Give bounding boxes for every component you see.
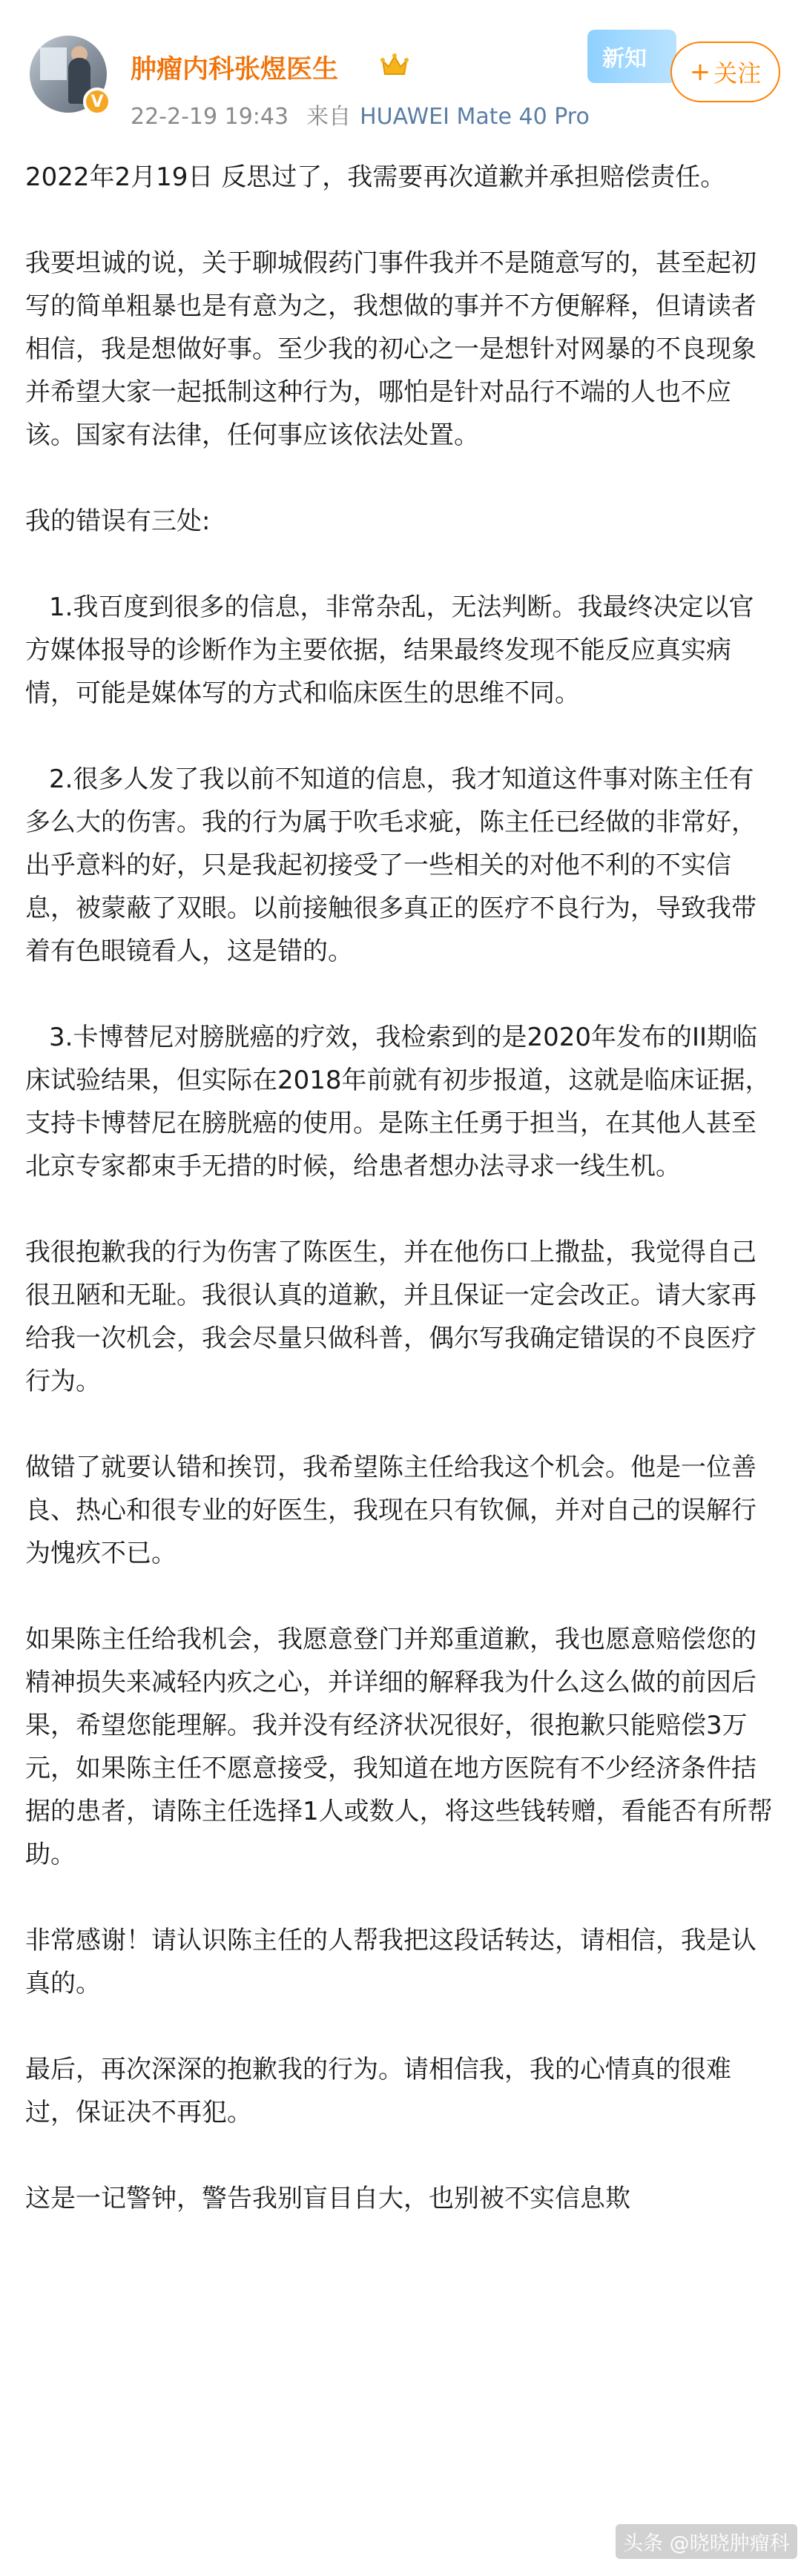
paragraph-error-1: 1.我百度到很多的信息，非常杂乱，无法判断。我最终决定以官方媒体报导的诊断作为主要依据，结果最终发现不能反应真实病情，可能是媒体写的方式和临床医生的思维不同。 (25, 592, 754, 708)
crown-icon (380, 52, 409, 77)
verified-badge-icon: V (83, 87, 111, 116)
paragraph-error-2: 2.很多人发了我以前不知道的信息，我才知道这件事对陈主任有多么大的伤害。我的行为属于吹毛求疵，陈主任已经做的非常好，出乎意料的好，只是我起初接受了一些相关的对他不利的不实信息，被蒙蔽了双眼。以前接触很多真正的医疗不良行为，导致我带着有色眼镜看人，这是错的。 (25, 764, 756, 966)
post-content (25, 156, 774, 2263)
post-header (0, 0, 801, 148)
username[interactable]: 肿瘤内科张煜医生 (131, 55, 339, 85)
new-knowledge-badge[interactable]: 新知 (587, 30, 676, 83)
paragraph-final-apology: 最后，再次深深的抱歉我的行为。请相信我，我的心情真的很难过，保证决不再犯。 (25, 2055, 731, 2127)
paragraph-compensation: 如果陈主任给我机会，我愿意登门并郑重道歉，我也愿意赔偿您的精神损失来减轻内疚之心，并详细的解释我为什么这么做的前因后果，希望您能理解。我并没有经济状况很好，很抱歉只能赔偿3万元，如果陈主任不愿意接受，我知道在地方医院有不少经济条件拮据的患者，请陈主任选择1人或数人，将这些钱转赠，看能否有所帮助。 (25, 1625, 773, 1869)
paragraph-error-3: 3.卡博替尼对膀胱癌的疗效，我检索到的是2020年发布的II期临床试验结果，但实际在2018年前就有初步报道，这就是临床证据，支持卡博替尼在膀胱癌的使用。是陈主任勇于担当，在其他人甚至北京专家都束手无措的时候，给患者想办法寻求一线生机。 (25, 1023, 771, 1181)
paragraph-thanks: 非常感谢！请认识陈主任的人帮我把这段话转达，请相信，我是认真的。 (25, 1926, 756, 1998)
paragraph-warning: 这是一记警钟，警告我别盲目自大，也别被不实信息欺 (25, 2184, 630, 2213)
paragraph-apology: 我很抱歉我的行为伤害了陈医生，并在他伤口上撒盐，我觉得自己很丑陋和无耻。我很认真的道歉，并且保证一定会改正。请大家再给我一次机会，我会尽量只做科普，偶尔写我确定错误的不良医疗行为。 (25, 1238, 756, 1396)
post-date: 22-2-19 19:43 (131, 104, 289, 130)
follow-button[interactable] (670, 42, 780, 102)
device-name[interactable]: HUAWEI Mate 40 Pro (360, 104, 590, 130)
plus-icon: + (689, 57, 711, 87)
follow-label: 关注 (713, 59, 762, 87)
paragraph-date-statement: 2022年2月19日 反思过了，我需要再次道歉并承担赔偿责任。 (25, 162, 726, 192)
paragraph-honest-explanation: 我要坦诚的说，关于聊城假药门事件我并不是随意写的，甚至起初写的简单粗暴也是有意为之，我想做的事并不方便解释，但请读者相信，我是想做好事。至少我的初心之一是想针对网暴的不良现象并希望大家一起抵制这种行为，哪怕是针对品行不端的人也不应该。国家有法律，任何事应该依法处置。 (25, 248, 756, 450)
paragraph-errors-intro: 我的错误有三处: (25, 506, 211, 536)
paragraph-accept-penalty: 做错了就要认错和挨罚，我希望陈主任给我这个机会。他是一位善良、热心和很专业的好医生，我现在只有钦佩，并对自己的误解行为愧疚不已。 (25, 1453, 756, 1568)
post-meta (131, 98, 590, 131)
watermark: 头条 @晓晓肿瘤科 (616, 2524, 797, 2559)
source-label: 来自 (306, 104, 352, 130)
